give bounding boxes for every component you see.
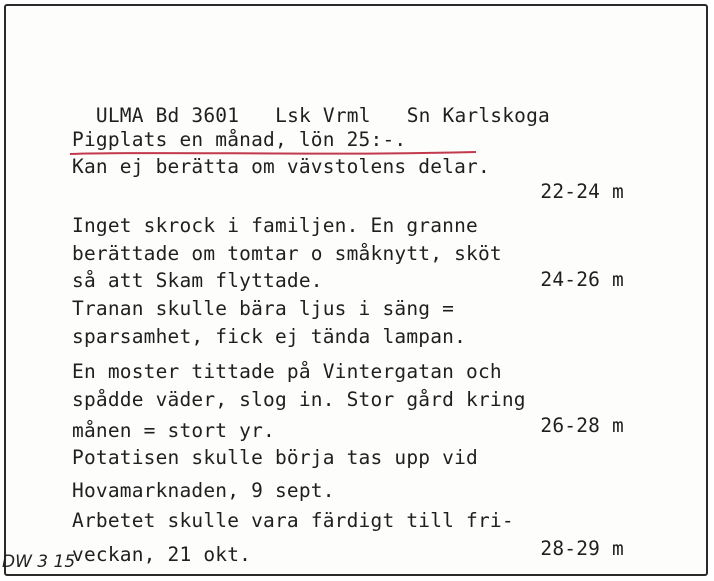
- text-line-7: sparsamhet, fick ej tända lampan.: [72, 325, 467, 348]
- text-line-2: Kan ej berätta om vävstolens delar.: [72, 155, 490, 178]
- text-line-13: Arbetet skulle vara färdigt till fri-: [72, 509, 514, 532]
- text-line-3: Inget skrock i familjen. En granne: [72, 214, 478, 237]
- page-ref-1: 22-24 m: [540, 180, 624, 203]
- text-line-14: veckan, 21 okt.: [72, 543, 252, 566]
- landskap-label: Lsk Vrml: [275, 103, 371, 127]
- text-line-8: En moster tittade på Vintergatan och: [72, 360, 502, 383]
- archive-handwritten-note: DW 3 15: [2, 552, 76, 572]
- page-ref-4: 28-29 m: [540, 537, 624, 560]
- text-line-6: Tranan skulle bära ljus i säng =: [72, 297, 455, 320]
- archive-reference: ULMA Bd 3601: [95, 103, 240, 127]
- card-header: [72, 86, 550, 125]
- text-line-5: så att Skam flyttade.: [72, 269, 323, 292]
- text-line-9: spådde väder, slog in. Stor gård kring: [72, 388, 526, 411]
- socken-label: Sn Karlskoga: [406, 103, 550, 127]
- text-line-4: berättade om tomtar o småknytt, sköt: [72, 242, 502, 265]
- text-line-11: Potatisen skulle börja tas upp vid: [72, 446, 478, 469]
- text-line-12: Hovamarknaden, 9 sept.: [72, 479, 335, 502]
- text-line-1: Pigplats en månad, lön 25:-.: [72, 128, 407, 151]
- page-ref-3: 26-28 m: [540, 414, 624, 437]
- text-line-10: månen = stort yr.: [72, 419, 275, 442]
- page-ref-2: 24-26 m: [540, 268, 624, 291]
